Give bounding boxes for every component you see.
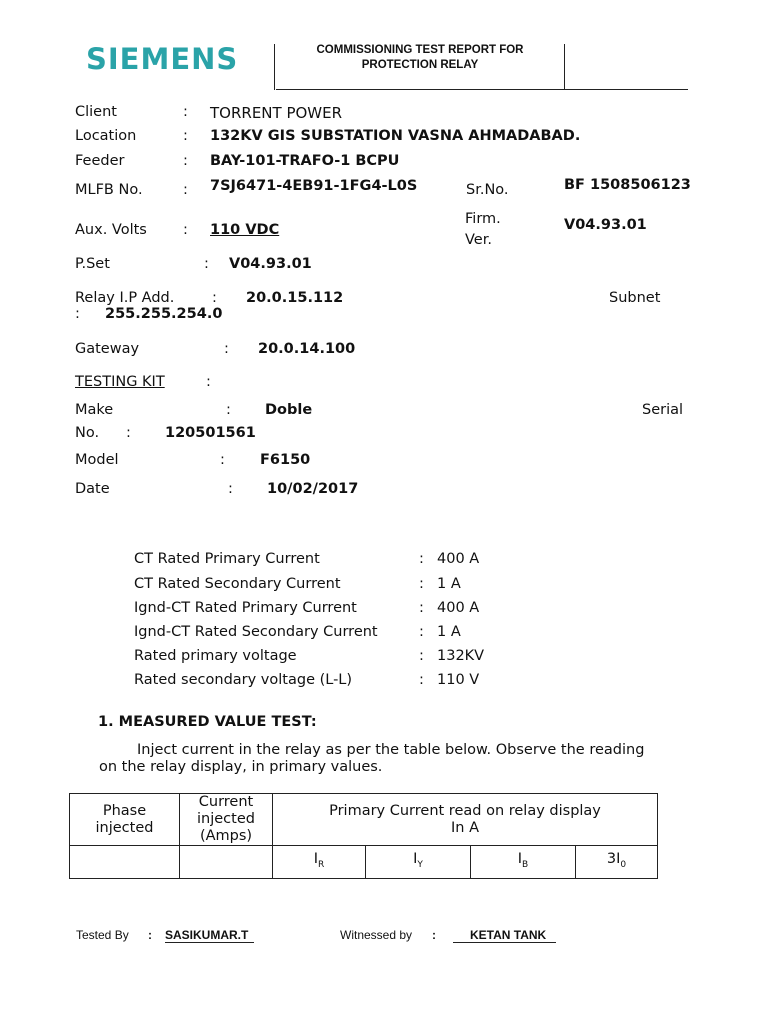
colon: : xyxy=(224,341,229,357)
rating-value: 1 A xyxy=(437,624,461,640)
witnessed-by-value: KETAN TANK xyxy=(453,928,556,943)
colon: : xyxy=(183,182,188,198)
report-title-line1: COMMISSIONING TEST REPORT FOR xyxy=(316,44,524,56)
col-ib: $I_B$ xyxy=(471,846,576,879)
tested-by-value: SASIKUMAR.T xyxy=(165,928,254,943)
date-label: Date xyxy=(75,481,110,497)
siemens-logo: SIEMENS xyxy=(86,42,239,76)
colon: : xyxy=(419,600,424,616)
section-heading: 1. MEASURED VALUE TEST: xyxy=(98,714,317,730)
model-value: F6150 xyxy=(260,452,311,468)
colon: : xyxy=(183,128,188,144)
cell-current-empty xyxy=(180,846,273,879)
feeder-label: Feeder xyxy=(75,153,125,169)
colon: : xyxy=(419,648,424,664)
rating-value: 400 A xyxy=(437,600,480,616)
colon: : xyxy=(183,153,188,169)
colon: : xyxy=(126,425,131,441)
header-divider-left xyxy=(274,44,275,90)
date-value: 10/02/2017 xyxy=(267,481,359,497)
tested-by-label: Tested By xyxy=(76,928,129,942)
firm-label-line1: Firm. xyxy=(465,211,501,227)
aux-volts-value: 110 VDC xyxy=(210,222,280,238)
col-iy: $I_Y$ xyxy=(366,846,471,879)
rating-label: Rated secondary voltage (L-L) xyxy=(134,672,353,688)
subnet-label: Subnet xyxy=(609,290,661,306)
colon: : xyxy=(75,306,80,322)
colon: : xyxy=(183,222,188,238)
witnessed-by-label: Witnessed by xyxy=(340,928,413,942)
colon: : xyxy=(206,374,211,390)
header-primary-current: Primary Current read on relay display In A xyxy=(273,794,658,846)
client-label: Client xyxy=(75,104,117,120)
location-label: Location xyxy=(75,128,137,144)
colon: : xyxy=(419,551,424,567)
make-label: Make xyxy=(75,402,114,418)
client-value: TORRENT POWER xyxy=(210,104,343,122)
colon: : xyxy=(432,928,436,942)
aux-volts-label: Aux. Volts xyxy=(75,222,147,238)
rating-label: CT Rated Secondary Current xyxy=(134,576,341,592)
subnet-value: 255.255.254.0 xyxy=(105,306,223,322)
header-divider-right xyxy=(564,44,565,90)
colon: : xyxy=(226,402,231,418)
rating-label: Ignd-CT Rated Secondary Current xyxy=(134,624,378,640)
colon: : xyxy=(204,256,209,272)
rating-value: 110 V xyxy=(437,672,480,688)
measured-value-table xyxy=(69,793,658,879)
make-value: Doble xyxy=(265,402,313,418)
col-ir: $I_R$ xyxy=(273,846,366,879)
rating-value: 132KV xyxy=(437,648,485,664)
mlfb-value: 7SJ6471-4EB91-1FG4-L0S xyxy=(210,178,418,194)
report-title-line2: PROTECTION RELAY xyxy=(361,59,479,71)
colon: : xyxy=(419,576,424,592)
serial-label-line1: Serial xyxy=(642,402,684,418)
pset-value: V04.93.01 xyxy=(229,256,312,272)
colon: : xyxy=(419,672,424,688)
colon: : xyxy=(220,452,225,468)
rating-label: Ignd-CT Rated Primary Current xyxy=(134,600,357,616)
colon: : xyxy=(212,290,217,306)
col-3i0: $3I_0$ xyxy=(576,846,658,879)
rating-value: 1 A xyxy=(437,576,461,592)
relay-ip-label: Relay I.P Add. xyxy=(75,290,175,306)
colon: : xyxy=(148,928,152,942)
relay-ip-value: 20.0.15.112 xyxy=(246,290,344,306)
colon: : xyxy=(419,624,424,640)
report-title xyxy=(276,43,564,73)
instruction-line2: on the relay display, in primary values. xyxy=(99,759,383,775)
gateway-label: Gateway xyxy=(75,341,140,357)
testing-kit-label: TESTING KIT xyxy=(75,374,165,390)
serial-label-line2: No. xyxy=(75,425,100,441)
model-label: Model xyxy=(75,452,119,468)
srno-label: Sr.No. xyxy=(466,182,509,198)
feeder-value: BAY-101-TRAFO-1 BCPU xyxy=(210,153,400,169)
firm-label-line2: Ver. xyxy=(465,232,492,248)
rating-value: 400 A xyxy=(437,551,480,567)
cell-phase-empty xyxy=(70,846,180,879)
instruction-line1: Inject current in the relay as per the table below. Observe the reading xyxy=(137,742,645,758)
header-rule xyxy=(276,89,688,90)
rating-label: Rated primary voltage xyxy=(134,648,297,664)
header-phase-injected: Phase injected xyxy=(70,794,180,846)
pset-label: P.Set xyxy=(75,256,110,272)
header-current-injected: Current injected (Amps) xyxy=(180,794,273,846)
location-value: 132KV GIS SUBSTATION VASNA AHMADABAD. xyxy=(210,128,581,144)
serial-value: 120501561 xyxy=(165,425,256,441)
firm-version-value: V04.93.01 xyxy=(564,217,647,233)
colon: : xyxy=(228,481,233,497)
gateway-value: 20.0.14.100 xyxy=(258,341,356,357)
colon: : xyxy=(183,104,188,120)
rating-label: CT Rated Primary Current xyxy=(134,551,320,567)
mlfb-label: MLFB No. xyxy=(75,182,143,198)
srno-value: BF 1508506123 xyxy=(564,177,691,193)
